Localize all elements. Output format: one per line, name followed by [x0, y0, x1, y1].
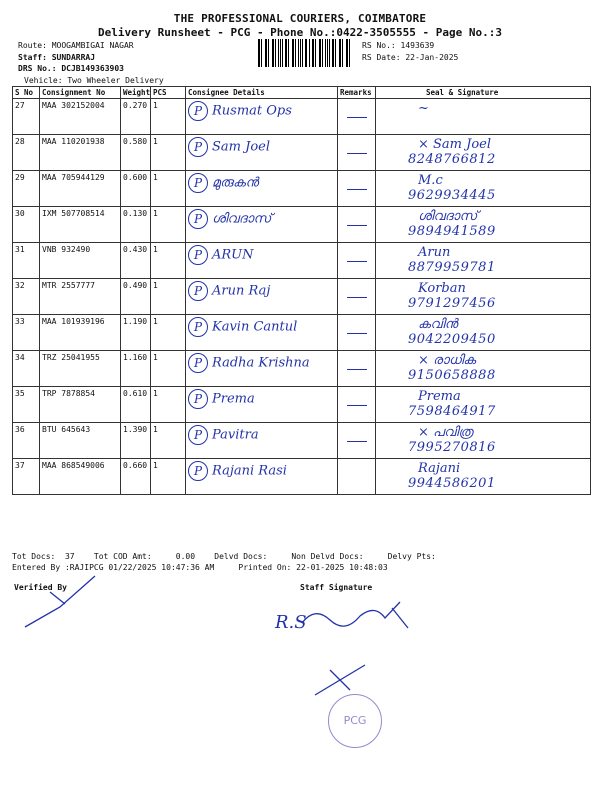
cell-remarks: [338, 279, 376, 315]
cell-pcs: 1: [151, 387, 186, 423]
cell-pcs: 1: [151, 423, 186, 459]
signature-phone-ink: 9042209450: [408, 332, 496, 347]
consignee-name-ink: Sam Joel: [212, 139, 271, 155]
entered-by-line: Entered By :RAJIPCG 01/22/2025 10:47:36 AM Printed On: 22-01-2025 10:48:03: [12, 563, 388, 572]
remark-dash-mark: [347, 225, 367, 226]
cell-pcs: 1: [151, 207, 186, 243]
cell-weight: 0.130: [121, 207, 151, 243]
cell-sno: 37: [13, 459, 40, 495]
p-circle-mark: P: [188, 425, 208, 445]
signature-ink: Korban: [418, 281, 466, 296]
consignee-name-ink: Prema: [212, 391, 255, 407]
cell-consignment: IXM 507708514: [40, 207, 121, 243]
cell-consignment: MAA 101939196: [40, 315, 121, 351]
table-row: [13, 243, 591, 279]
signature-ink: ~: [418, 101, 429, 116]
cell-weight: 0.580: [121, 135, 151, 171]
cell-consignee: [186, 315, 338, 351]
cell-consignee: [186, 135, 338, 171]
p-circle-mark: P: [188, 209, 208, 229]
col-header-remarks: Remarks: [338, 87, 376, 99]
cell-consignee: [186, 351, 338, 387]
cell-sno: 33: [13, 315, 40, 351]
consignee-name-ink: ARUN: [212, 247, 254, 263]
cell-weight: 1.160: [121, 351, 151, 387]
cell-pcs: 1: [151, 279, 186, 315]
table-row: [13, 279, 591, 315]
cell-consignee: [186, 99, 338, 135]
cell-consignment: MAA 868549006: [40, 459, 121, 495]
consignee-name-ink: Arun Raj: [212, 283, 271, 299]
consignee-name-ink: Radha Krishna: [212, 355, 310, 371]
drs-number: DRS No.: DCJB149363903: [18, 64, 124, 73]
cell-sno: 31: [13, 243, 40, 279]
cell-pcs: 1: [151, 99, 186, 135]
cell-remarks: [338, 459, 376, 495]
verified-by-label: Verified By: [14, 583, 67, 592]
cell-signature: [376, 171, 591, 207]
table-row: [13, 135, 591, 171]
col-header-sno: S No: [13, 87, 40, 99]
cell-weight: 0.660: [121, 459, 151, 495]
signature-ink: കവിൻ: [418, 317, 458, 332]
cell-remarks: [338, 243, 376, 279]
remark-dash-mark: [347, 189, 367, 190]
remark-dash-mark: [347, 153, 367, 154]
consignee-name-ink: Pavitra: [212, 427, 259, 443]
p-circle-mark: P: [188, 353, 208, 373]
staff-signature-stroke: [300, 598, 420, 638]
remark-dash-mark: [347, 369, 367, 370]
cell-weight: 0.600: [121, 171, 151, 207]
p-circle-mark: P: [188, 389, 208, 409]
document-title: THE PROFESSIONAL COURIERS, COIMBATORE: [173, 12, 427, 25]
remark-dash-mark: [347, 333, 367, 334]
cell-signature: [376, 423, 591, 459]
cell-remarks: [338, 207, 376, 243]
cell-consignee: [186, 171, 338, 207]
table-header-row: [13, 87, 591, 99]
document-subtitle: Delivery Runsheet - PCG - Phone No.:0422-3505555 - Page No.:3: [98, 26, 502, 39]
company-stamp: PCG: [328, 694, 382, 748]
table-row: [13, 99, 591, 135]
signature-ink: × Sam Joel: [418, 137, 492, 152]
cell-consignee: [186, 387, 338, 423]
cell-consignee: [186, 243, 338, 279]
p-circle-mark: P: [188, 101, 208, 121]
cell-consignment: MTR 2557777: [40, 279, 121, 315]
cell-sno: 35: [13, 387, 40, 423]
signature-phone-ink: 9944586201: [408, 476, 496, 491]
p-circle-mark: P: [188, 173, 208, 193]
col-header-consignment: Consignment No: [40, 87, 121, 99]
p-circle-mark: P: [188, 317, 208, 337]
cell-weight: 1.190: [121, 315, 151, 351]
signature-phone-ink: 9150658888: [408, 368, 496, 383]
remark-dash-mark: [347, 297, 367, 298]
cell-remarks: [338, 423, 376, 459]
totals-line: Tot Docs: 37 Tot COD Amt: 0.00 Delvd Docs: Non Delvd Docs: Delvy Pts:: [12, 552, 436, 561]
rs-number: RS No.: 1493639: [362, 41, 435, 50]
signature-ink: M.c: [418, 173, 443, 188]
signature-ink: Rajani: [418, 461, 461, 476]
cell-sno: 28: [13, 135, 40, 171]
p-circle-mark: P: [188, 245, 208, 265]
header-right-block: [362, 40, 458, 64]
cell-pcs: 1: [151, 243, 186, 279]
consignee-name-ink: Rusmat Ops: [212, 103, 292, 119]
cell-consignment: MAA 705944129: [40, 171, 121, 207]
cell-pcs: 1: [151, 171, 186, 207]
cell-consignment: TRZ 25041955: [40, 351, 121, 387]
cell-remarks: [338, 99, 376, 135]
table-row: [13, 459, 591, 495]
signature-phone-ink: 7598464917: [408, 404, 496, 419]
cell-sno: 32: [13, 279, 40, 315]
cell-consignee: [186, 423, 338, 459]
col-header-weight: Weight: [121, 87, 151, 99]
cell-signature: [376, 99, 591, 135]
route-text: Route: MOOGAMBIGAI NAGAR: [18, 41, 134, 50]
cell-signature: [376, 243, 591, 279]
p-circle-mark: P: [188, 137, 208, 157]
cell-pcs: 1: [151, 351, 186, 387]
cell-signature: [376, 387, 591, 423]
consignee-name-ink: ശിവദാസ്: [212, 211, 272, 227]
table-row: [13, 171, 591, 207]
cell-signature: [376, 279, 591, 315]
cell-remarks: [338, 135, 376, 171]
table-row: [13, 423, 591, 459]
cell-sno: 34: [13, 351, 40, 387]
signature-phone-ink: 9791297456: [408, 296, 496, 311]
staff-signature-label: Staff Signature: [300, 583, 373, 592]
barcode-image: [258, 39, 352, 67]
consignee-name-ink: Rajani Rasi: [212, 463, 287, 479]
signature-phone-ink: 7995270816: [408, 440, 496, 455]
col-header-pcs: PCS: [151, 87, 186, 99]
remark-dash-mark: [347, 261, 367, 262]
cell-signature: [376, 351, 591, 387]
cell-signature: [376, 135, 591, 171]
table-row: [13, 351, 591, 387]
runsheet-table: [12, 86, 591, 495]
cell-remarks: [338, 171, 376, 207]
signature-phone-ink: 9629934445: [408, 188, 496, 203]
header-left-block: [18, 40, 164, 86]
consignee-name-ink: Kavin Cantul: [212, 319, 298, 335]
cell-sno: 36: [13, 423, 40, 459]
signature-ink: × പവിത്ര: [418, 425, 473, 440]
col-header-signature: Seal & Signature: [376, 87, 591, 99]
cell-consignee: [186, 279, 338, 315]
cell-remarks: [338, 351, 376, 387]
cell-pcs: 1: [151, 315, 186, 351]
cell-signature: [376, 207, 591, 243]
table-row: [13, 387, 591, 423]
stamp-cross-stroke: [310, 660, 380, 700]
cell-signature: [376, 315, 591, 351]
signature-phone-ink: 8879959781: [408, 260, 496, 275]
cell-weight: 0.490: [121, 279, 151, 315]
cell-weight: 0.270: [121, 99, 151, 135]
signature-phone-ink: 8248766812: [408, 152, 496, 167]
cell-consignment: VNB 932490: [40, 243, 121, 279]
rs-date: RS Date: 22-Jan-2025: [362, 53, 459, 62]
cell-remarks: [338, 315, 376, 351]
cell-consignment: MAA 110201938: [40, 135, 121, 171]
verified-signature-stroke: [20, 572, 110, 632]
cell-weight: 0.610: [121, 387, 151, 423]
signature-ink: Arun: [418, 245, 451, 260]
staff-signature-ink: R.S: [275, 612, 307, 633]
cell-pcs: 1: [151, 135, 186, 171]
signature-ink: × രാധിക: [418, 353, 476, 368]
cell-weight: 1.390: [121, 423, 151, 459]
cell-sno: 27: [13, 99, 40, 135]
cell-sno: 29: [13, 171, 40, 207]
cell-consignment: BTU 645643: [40, 423, 121, 459]
remark-dash-mark: [347, 405, 367, 406]
signature-phone-ink: 9894941589: [408, 224, 496, 239]
cell-signature: [376, 459, 591, 495]
signature-ink: Prema: [418, 389, 461, 404]
cell-consignee: [186, 459, 338, 495]
p-circle-mark: P: [188, 281, 208, 301]
remark-dash-mark: [347, 441, 367, 442]
p-circle-mark: P: [188, 461, 208, 481]
cell-pcs: 1: [151, 459, 186, 495]
table-row: [13, 207, 591, 243]
cell-weight: 0.430: [121, 243, 151, 279]
staff-text: Staff: SUNDARRAJ: [18, 52, 96, 62]
signature-ink: ശിവദാസ്: [418, 209, 478, 224]
remark-dash-mark: [347, 117, 367, 118]
vehicle-text: Vehicle: Two Wheeler Delivery: [24, 75, 164, 85]
cell-consignment: TRP 7878854: [40, 387, 121, 423]
consignee-name-ink: മുരുകൻ: [212, 175, 259, 191]
cell-consignment: MAA 302152004: [40, 99, 121, 135]
cell-remarks: [338, 387, 376, 423]
cell-sno: 30: [13, 207, 40, 243]
cell-consignee: [186, 207, 338, 243]
col-header-consignee: Consignee Details: [186, 87, 338, 99]
table-row: [13, 315, 591, 351]
